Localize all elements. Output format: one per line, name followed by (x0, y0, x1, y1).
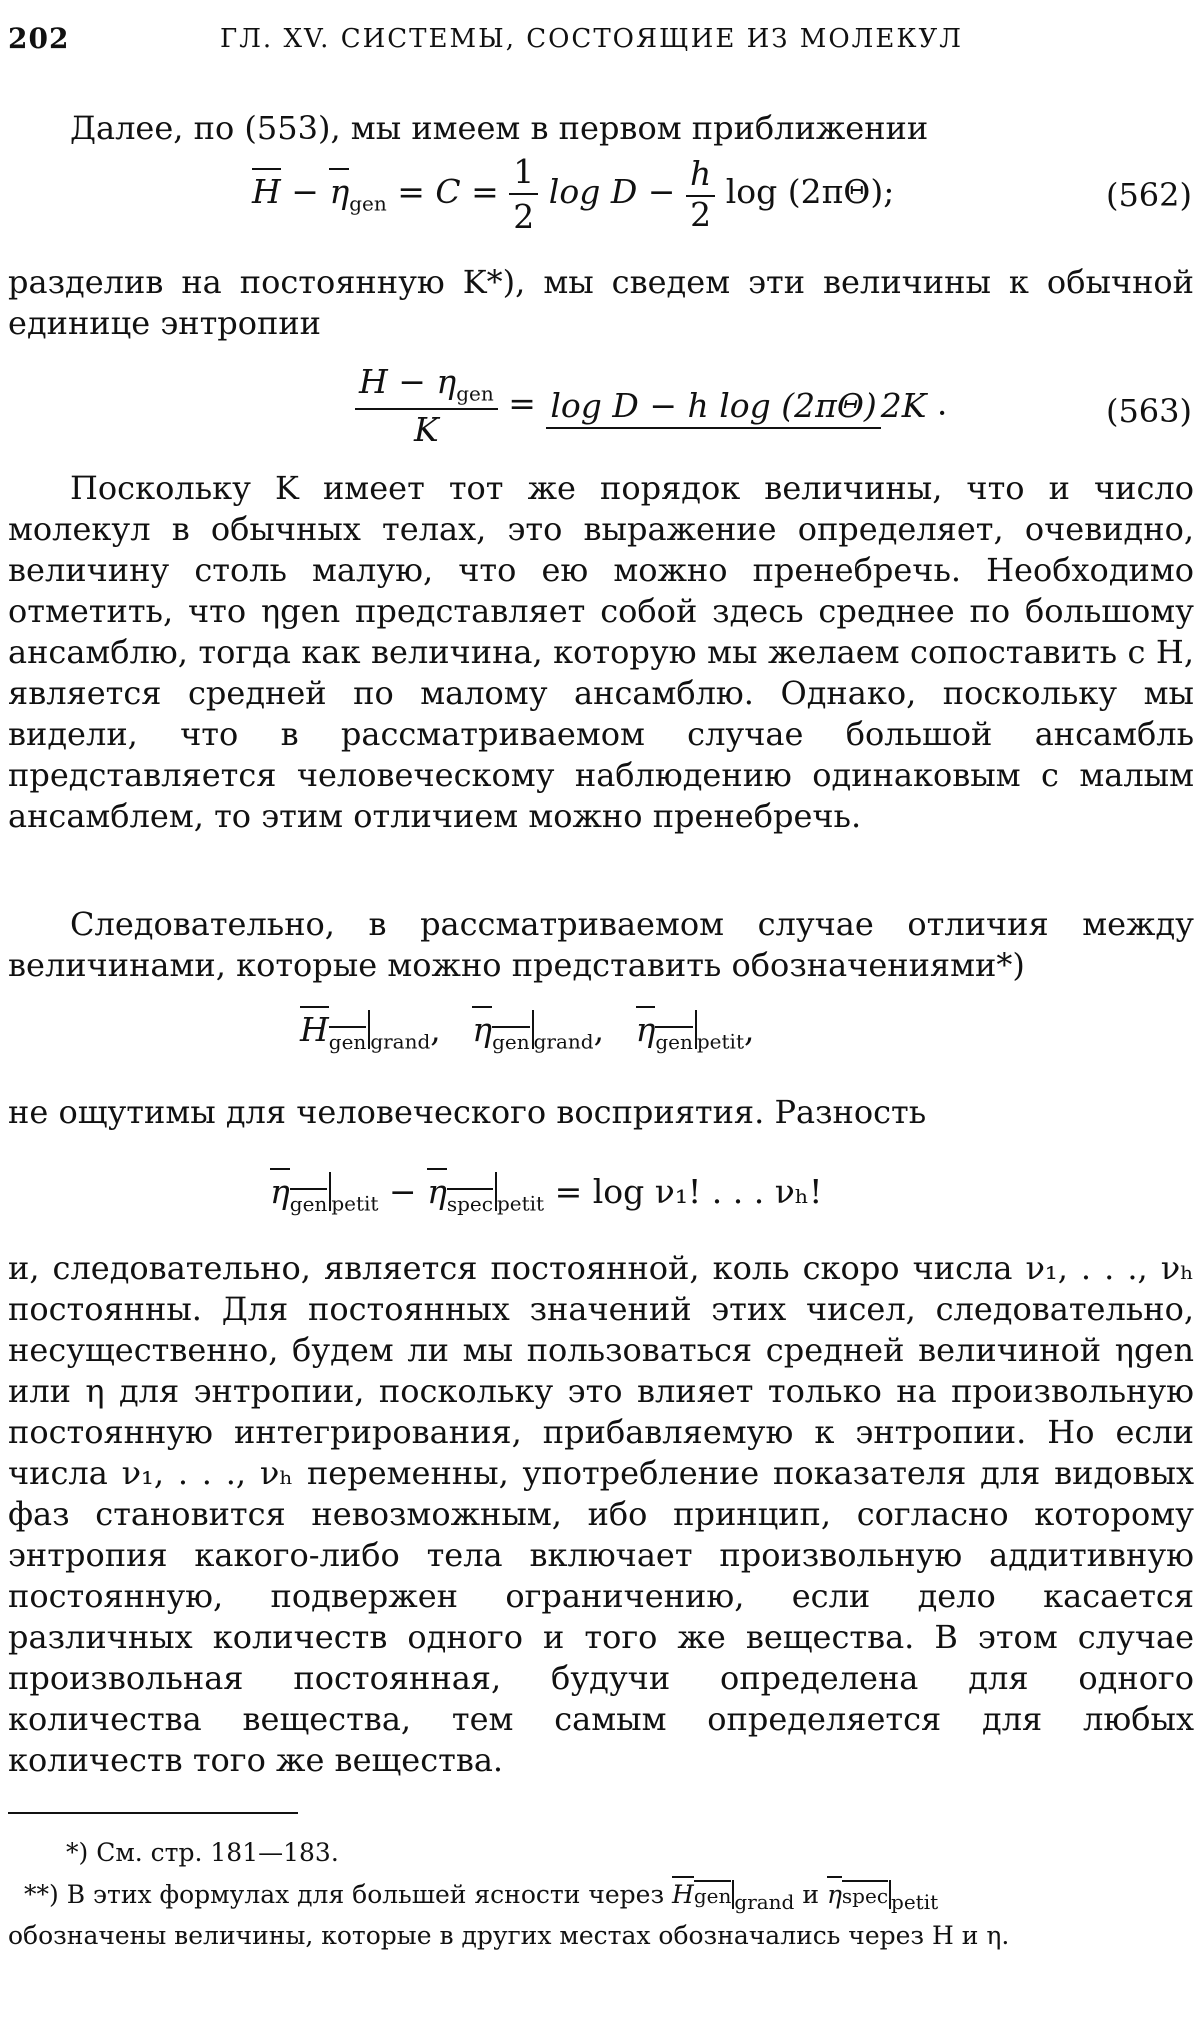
equation-563 (355, 362, 947, 449)
eq562-h-den: 2 (690, 195, 712, 234)
eq-notation-sep-2: , (593, 1010, 605, 1049)
eq563-rhs-num: log D − h log (2πΘ) (546, 386, 880, 429)
eq562-minus2: − (647, 172, 676, 211)
eq-diff-a-petit: petit (331, 1191, 379, 1216)
eq-diff-minus: − (388, 1172, 417, 1211)
eq563-lhs-den: K (414, 409, 439, 449)
footnote-2-petit: petit (891, 1890, 939, 1914)
eq-diff-a-sub: gen (290, 1188, 328, 1216)
eq563-dot: . (936, 383, 948, 423)
eq563-lhs (355, 362, 498, 449)
eq-diff-b-eta: η (427, 1168, 447, 1211)
paragraph-2: разделив на постоянную K*), мы сведем эти величины к обычной единице энтропии (8, 263, 1194, 342)
eq562-h-half (686, 154, 715, 234)
eq-diff-b (427, 1172, 497, 1216)
eq562-half-den: 2 (513, 197, 535, 236)
footnote-2-eta-sub: spec (842, 1880, 888, 1908)
eq562-minus: − (291, 172, 319, 211)
eq563-rhs (546, 386, 926, 425)
equation-difference (270, 1172, 822, 1216)
eq-notation-2-grand: grand (533, 1029, 594, 1054)
footnote-2-eta (827, 1880, 891, 1909)
eq-notation-2 (472, 1010, 533, 1054)
footnote-2-lead: **) В этих формулах для большей ясности через (24, 1880, 673, 1909)
footnote-2 (8, 1878, 1194, 1953)
eq562-h-num: h (686, 154, 715, 197)
eq-notation-1-h: H (300, 1006, 329, 1049)
eq-notation-2-eta: η (472, 1006, 492, 1049)
footnote-2-and: и (794, 1880, 827, 1909)
eq562-half-num: 1 (509, 152, 538, 195)
footnote-2-eta-letter: η (827, 1876, 842, 1909)
eq562-h-bar: H (252, 168, 281, 211)
eq-notation-sep-1: , (430, 1010, 441, 1049)
eq-notation-3 (635, 1010, 697, 1054)
eq-notation-2-sub: gen (492, 1026, 530, 1054)
footnote-2-h-sub: gen (694, 1880, 732, 1908)
footnote-2-h (672, 1880, 734, 1909)
running-head: ГЛ. XV. СИСТЕМЫ, СОСТОЯЩИЕ ИЗ МОЛЕКУЛ (220, 24, 963, 54)
equation-number-562: (562) (1105, 176, 1192, 214)
eq-notation-3-eta: η (636, 1006, 656, 1049)
paragraph-3: Поскольку K имеет тот же порядок величины, что и число молекул в обычных телах, это выражение определяет, очевидно, величину столь малую, что ею можно пренебречь. Необходимо отметить, что ηgen представляет собой здесь среднее по большому ансамблю, тогда как величина, которую мы желаем сопоставить с H, является средней по малому ансамблю. Однако, поскольку мы видели, что в рассматриваемом случае большой ансамбль представляется человеческому наблюдению одинаковым с малым ансамблем, то этим отличием можно пренебречь. (8, 469, 1194, 835)
eq563-rhs-den: 2K (880, 385, 927, 425)
paragraph-6: и, следовательно, является постоянной, коль скоро числа ν₁, . . ., νₕ постоянны. Для постоянных значений этих чисел, следовательно, несущественно, будем ли мы пользоваться средней величиной ηgen или η для энтропии, поскольку это влияет только на произвольную постоянную интегрирования, прибавляемую к энтропии. Но если числа ν₁, . . ., νₕ переменны, употребление показателя для видовых фаз становится невозможным, ибо принцип, согласно которому энтропия какого-либо тела включает произвольную аддитивную постоянную, подвержен ограничению, если дело касается различных количеств одного и того же вещества. В этом случае произвольная постоянная, будучи определена для одного количества вещества, тем самым определяется для любых количеств того же вещества. (8, 1249, 1194, 1779)
eq563-lhs-num: H − η (359, 362, 457, 401)
paragraph-4: Следовательно, в рассматриваемом случае отличия между величинами, которые можно представить обозначениями*) (8, 905, 1194, 984)
footnote-1: *) См. стр. 181—183. (66, 1838, 339, 1867)
paragraph-5: не ощутимы для человеческого восприятия. Разность (8, 1093, 927, 1131)
eq-diff-b-petit: petit (496, 1191, 545, 1216)
paragraph-1: Далее, по (553), мы имеем в первом приближении (70, 109, 929, 147)
equation-number-563: (563) (1105, 392, 1192, 430)
eq562-half (509, 152, 538, 236)
footnote-2-h-letter: H (672, 1876, 694, 1909)
eq-notation-3-petit: petit (696, 1029, 744, 1054)
eq-diff-a-eta: η (270, 1168, 290, 1211)
eq562-log-2pi: log (2πΘ); (725, 172, 895, 211)
eq-notation-1-grand: grand (370, 1029, 431, 1054)
eq563-equals: = (508, 383, 536, 423)
eq-notation-3-sub: gen (655, 1026, 693, 1054)
page-number: 202 (8, 22, 70, 55)
page-header (8, 22, 1198, 62)
footnote-rule (8, 1812, 298, 1814)
eq562-eta-gen: η (329, 168, 349, 211)
eq-notation-sep-3: , (743, 1010, 755, 1049)
eq-notation-1-sub: gen (329, 1026, 367, 1054)
eq-diff-a (270, 1172, 331, 1216)
eq-diff-b-sub: spec (447, 1188, 493, 1216)
eq563-lhs-sub: gen (456, 381, 494, 406)
eq562-equals-c: = C = (397, 172, 499, 211)
footnote-2-grand: grand (734, 1890, 795, 1914)
eq-diff-rhs: = log ν₁! . . . νₕ! (554, 1172, 823, 1211)
equation-562 (252, 152, 894, 236)
eq-notation-1 (300, 1010, 370, 1054)
footnote-2-tail: обозначены величины, которые в других местах обозначались через H и η. (8, 1921, 1010, 1950)
equation-notations (300, 1010, 754, 1054)
eq562-log-d: log D (548, 172, 638, 211)
eq562-gen-sub: gen (349, 191, 387, 216)
